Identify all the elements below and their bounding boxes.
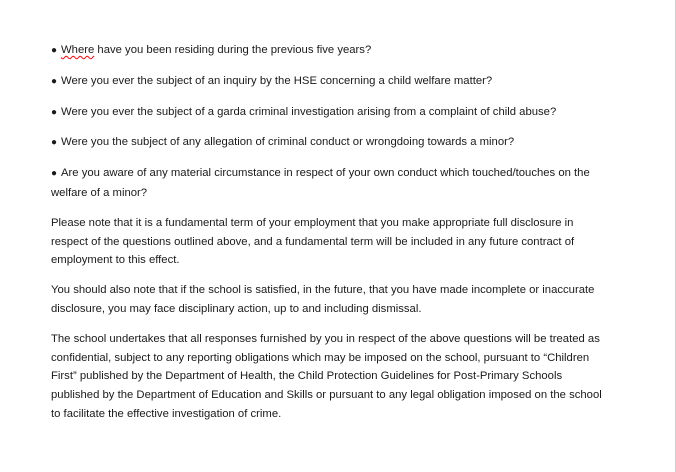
bullet-icon: ● — [51, 137, 58, 149]
disclosure-term-paragraph: Please note that it is a fundamental term of your employment that you make appropriate full disclosure in respect of the questions outlined above, and a fundamental term will be included in any future contract of employment to this effect. — [51, 216, 575, 267]
question-text: Are you aware of any material circumstance in respect of your own conduct which touched/touches on the welfare of a minor? — [51, 167, 590, 199]
bullet-icon: ● — [51, 168, 58, 180]
misspelled-word[interactable]: Where — [61, 44, 95, 56]
bullet-icon: ● — [51, 75, 58, 87]
question-text: Were you ever the subject of an inquiry by the HSE concerning a child welfare matter? — [61, 74, 493, 87]
question-item-2 — [51, 72, 611, 92]
question-text: Were you ever the subject of a garda criminal investigation arising from a complaint of child abuse? — [61, 105, 557, 118]
document-body — [51, 41, 611, 435]
confidentiality-paragraph: The school undertakes that all responses furnished by you in respect of the above questions will be treated as confidential, subject to any reporting obligations which may be imposed on the school, pursuant to “Children First” published by the Department of Health, the Child Protection Guidelines for Post-Primary Schools published by the Department of Education and Skills or pursuant to any legal obligation imposed on the school to facilitate the effective investigation of crime. — [51, 332, 602, 420]
question-text: Were you the subject of any allegation of criminal conduct or wrongdoing towards a minor? — [61, 136, 515, 149]
question-text: have you been residing during the previous five years? — [94, 44, 372, 56]
question-item-1 — [51, 41, 611, 61]
incomplete-disclosure-paragraph: You should also note that if the school is satisfied, in the future, that you have made incomplete or inaccurate disclosure, you may face disciplinary action, up to and including dismissal. — [51, 284, 595, 315]
question-item-5 — [51, 164, 611, 203]
bullet-icon: ● — [51, 45, 58, 56]
question-item-3 — [51, 103, 611, 123]
bullet-icon: ● — [51, 106, 58, 118]
question-item-4 — [51, 133, 611, 153]
